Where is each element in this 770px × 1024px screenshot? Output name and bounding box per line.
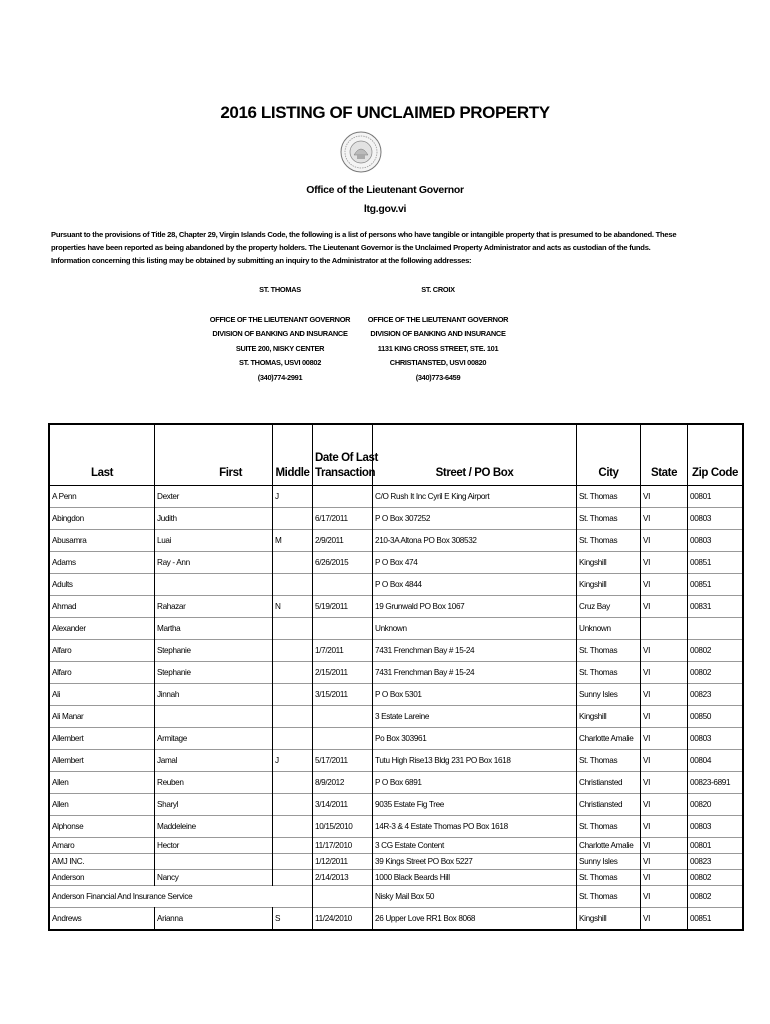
cell-middle [273, 854, 313, 870]
table-row [49, 816, 743, 838]
cell-last: Allembert [49, 728, 155, 750]
cell-state: VI [641, 640, 688, 662]
cell-date: 5/19/2011 [313, 596, 373, 618]
table-row [49, 728, 743, 750]
cell-last: Alfaro [49, 662, 155, 684]
cell-street: 7431 Frenchman Bay # 15-24 [373, 662, 577, 684]
cell-city: Kingshill [577, 552, 641, 574]
cell-middle: N [273, 596, 313, 618]
official-seal-icon [340, 131, 382, 173]
cell-first: Stephanie [155, 640, 273, 662]
cell-state: VI [641, 750, 688, 772]
cell-city: Charlotte Amalie [577, 728, 641, 750]
table-row [49, 870, 743, 886]
cell-first [155, 574, 273, 596]
cell-middle [273, 870, 313, 886]
column-header-date [313, 424, 378, 486]
cell-state: VI [641, 908, 688, 931]
address-st-thomas [195, 283, 365, 385]
cell-city: Christiansted [577, 772, 641, 794]
cell-state: VI [641, 854, 688, 870]
cell-first [155, 706, 273, 728]
cell-street: P O Box 307252 [373, 508, 577, 530]
cell-date: 6/26/2015 [313, 552, 373, 574]
table-row [49, 750, 743, 772]
cell-last: Ahmad [49, 596, 155, 618]
cell-date: 10/15/2010 [313, 816, 373, 838]
cell-first: Hector [155, 838, 273, 854]
cell-first: Dexter [155, 486, 273, 508]
cell-zip: 00803 [688, 508, 744, 530]
cell-city: Kingshill [577, 706, 641, 728]
cell-middle [273, 706, 313, 728]
cell-street: 3 Estate Lareine [373, 706, 577, 728]
cell-zip: 00823-6891 [688, 772, 744, 794]
cell-first: Maddeleine [155, 816, 273, 838]
cell-street: 39 Kings Street PO Box 5227 [373, 854, 577, 870]
cell-middle [273, 618, 313, 640]
cell-first: Jinnah [155, 684, 273, 706]
table-row [49, 854, 743, 870]
cell-last: Andrews [49, 908, 155, 931]
office-website: ltg.gov.vi [363, 203, 407, 215]
cell-date: 11/17/2010 [313, 838, 373, 854]
cell-zip: 00802 [688, 640, 744, 662]
cell-last: Adams [49, 552, 155, 574]
cell-date: 3/15/2011 [313, 684, 373, 706]
cell-middle [273, 886, 313, 908]
cell-city: St. Thomas [577, 530, 641, 552]
table-row [49, 706, 743, 728]
cell-state: VI [641, 574, 688, 596]
cell-state: VI [641, 816, 688, 838]
cell-street: P O Box 5301 [373, 684, 577, 706]
cell-middle [273, 552, 313, 574]
cell-first: Reuben [155, 772, 273, 794]
cell-state: VI [641, 662, 688, 684]
cell-first: Judith [155, 508, 273, 530]
table-row [49, 640, 743, 662]
cell-zip: 00823 [688, 854, 744, 870]
table-row [49, 838, 743, 854]
cell-date: 2/15/2011 [313, 662, 373, 684]
cell-street: C/O Rush It Inc Cyril E King Airport [373, 486, 577, 508]
address-line: OFFICE OF THE LIEUTENANT GOVERNOR [367, 314, 509, 324]
cell-first: Martha [155, 618, 273, 640]
cell-middle [273, 662, 313, 684]
cell-date: 3/14/2011 [313, 794, 373, 816]
cell-date [313, 486, 373, 508]
table-row [49, 596, 743, 618]
cell-state: VI [641, 772, 688, 794]
cell-last: Amaro [49, 838, 155, 854]
table-row [49, 886, 743, 908]
cell-street: P O Box 4844 [373, 574, 577, 596]
address-line: OFFICE OF THE LIEUTENANT GOVERNOR [209, 314, 351, 324]
cell-zip: 00851 [688, 552, 744, 574]
cell-state: VI [641, 838, 688, 854]
cell-first: Armitage [155, 728, 273, 750]
table-row [49, 684, 743, 706]
cell-middle [273, 838, 313, 854]
cell-state: VI [641, 508, 688, 530]
cell-date: 11/24/2010 [313, 908, 373, 931]
column-header-city: City [577, 424, 641, 486]
cell-last: AMJ INC. [49, 854, 155, 870]
cell-state: VI [641, 486, 688, 508]
cell-last: Allembert [49, 750, 155, 772]
cell-city: St. Thomas [577, 640, 641, 662]
cell-last: Alexander [49, 618, 155, 640]
cell-street: 9035 Estate Fig Tree [373, 794, 577, 816]
cell-zip: 00851 [688, 908, 744, 931]
cell-last: Allen [49, 794, 155, 816]
cell-city: St. Thomas [577, 508, 641, 530]
address-line: DIVISION OF BANKING AND INSURANCE [370, 329, 506, 338]
cell-zip: 00820 [688, 794, 744, 816]
cell-state: VI [641, 794, 688, 816]
table-row [49, 794, 743, 816]
column-header-state: State [641, 424, 688, 486]
cell-city: Charlotte Amalie [577, 838, 641, 854]
cell-date [313, 886, 373, 908]
cell-first: Stephanie [155, 662, 273, 684]
cell-date: 6/17/2011 [313, 508, 373, 530]
cell-city: St. Thomas [577, 486, 641, 508]
cell-zip: 00802 [688, 870, 744, 886]
table-row [49, 574, 743, 596]
cell-zip [688, 618, 744, 640]
cell-street: 19 Grunwald PO Box 1067 [373, 596, 577, 618]
cell-state: VI [641, 706, 688, 728]
cell-middle: M [273, 530, 313, 552]
cell-middle [273, 684, 313, 706]
table-row [49, 618, 743, 640]
cell-zip: 00831 [688, 596, 744, 618]
cell-first: Rahazar [155, 596, 273, 618]
table-row [49, 662, 743, 684]
cell-last: Alfaro [49, 640, 155, 662]
cell-date: 8/9/2012 [313, 772, 373, 794]
cell-city: St. Thomas [577, 750, 641, 772]
cell-street: 26 Upper Love RR1 Box 8068 [373, 908, 577, 931]
cell-date: 1/12/2011 [313, 854, 373, 870]
cell-zip: 00801 [688, 486, 744, 508]
cell-first: Nancy [155, 870, 273, 886]
address-phone: (340)774-2991 [257, 372, 303, 382]
intro-paragraph: Pursuant to the provisions of Title 28, Chapter 29, Virgin Islands Code, the following is a list of persons who have tangible or intangible property that is presumed to be abandoned. These properties have been reported as being abandoned by the property holders. The Lieutenant Governor is the Unclaimed Property Administrator and acts as custodian of the funds. Information concerning this listing may be obtained by submitting an inquiry to the Administrator at the following addresses: [51, 230, 677, 265]
cell-zip: 00823 [688, 684, 744, 706]
cell-date [313, 728, 373, 750]
cell-city: Cruz Bay [577, 596, 641, 618]
cell-street: Po Box 303961 [373, 728, 577, 750]
cell-city: Sunny Isles [577, 854, 641, 870]
cell-state: VI [641, 684, 688, 706]
table-row [49, 486, 743, 508]
cell-date: 2/9/2011 [313, 530, 373, 552]
cell-street: P O Box 6891 [373, 772, 577, 794]
cell-street: 3 CG Estate Content [373, 838, 577, 854]
cell-state: VI [641, 886, 688, 908]
cell-state [641, 618, 688, 640]
cell-last: Abingdon [49, 508, 155, 530]
cell-state: VI [641, 530, 688, 552]
table-row [49, 508, 743, 530]
cell-street: 210-3A Altona PO Box 308532 [373, 530, 577, 552]
cell-date [313, 574, 373, 596]
cell-middle [273, 794, 313, 816]
column-header-first: First [155, 424, 273, 486]
cell-first [155, 854, 273, 870]
cell-last: Allen [49, 772, 155, 794]
cell-zip: 00801 [688, 838, 744, 854]
cell-middle [273, 574, 313, 596]
cell-last: Alphonse [49, 816, 155, 838]
cell-middle [273, 728, 313, 750]
address-line: CHRISTIANSTED, USVI 00820 [389, 358, 487, 367]
cell-city: Unknown [577, 618, 641, 640]
cell-last: Adults [49, 574, 155, 596]
office-name: Office of the Lieutenant Governor [306, 184, 464, 196]
cell-zip: 00802 [688, 662, 744, 684]
cell-state: VI [641, 728, 688, 750]
cell-date [313, 618, 373, 640]
address-line: 1131 KING CROSS STREET, STE. 101 [377, 343, 499, 353]
cell-street: 7431 Frenchman Bay # 15-24 [373, 640, 577, 662]
cell-zip: 00850 [688, 706, 744, 728]
column-header-zip: Zip Code [688, 424, 744, 486]
table-row [49, 772, 743, 794]
cell-street: Nisky Mail Box 50 [373, 886, 577, 908]
cell-city: Sunny Isles [577, 684, 641, 706]
cell-first: Sharyl [155, 794, 273, 816]
cell-last: Ali [49, 684, 155, 706]
cell-city: St. Thomas [577, 816, 641, 838]
table-row [49, 908, 743, 931]
cell-middle [273, 640, 313, 662]
column-header-date-line2: Transaction [315, 467, 376, 479]
cell-state: VI [641, 552, 688, 574]
cell-date: 1/7/2011 [313, 640, 373, 662]
cell-date [313, 706, 373, 728]
cell-city: St. Thomas [577, 662, 641, 684]
cell-zip: 00803 [688, 530, 744, 552]
cell-date: 5/17/2011 [313, 750, 373, 772]
cell-city: St. Thomas [577, 870, 641, 886]
cell-last: Anderson [49, 870, 155, 886]
cell-state: VI [641, 870, 688, 886]
column-header-street: Street / PO Box [373, 424, 577, 486]
cell-street: P O Box 474 [373, 552, 577, 574]
unclaimed-property-table [48, 423, 738, 931]
cell-middle: J [273, 750, 313, 772]
cell-middle: S [273, 908, 313, 931]
cell-last: Anderson Financial And Insurance Service [49, 886, 155, 908]
cell-zip: 00802 [688, 886, 744, 908]
address-st-croix [353, 283, 523, 385]
cell-date: 2/14/2013 [313, 870, 373, 886]
column-header-middle: Middle [273, 424, 313, 486]
cell-last: Ali Manar [49, 706, 155, 728]
address-line: DIVISION OF BANKING AND INSURANCE [212, 329, 348, 338]
column-header-last: Last [49, 424, 155, 486]
table-row [49, 530, 743, 552]
document-title: 2016 LISTING OF UNCLAIMED PROPERTY [220, 103, 550, 122]
cell-zip: 00851 [688, 574, 744, 596]
table-row [49, 552, 743, 574]
cell-last: Abusamra [49, 530, 155, 552]
address-line: SUITE 200, NISKY CENTER [235, 343, 325, 353]
cell-zip: 00804 [688, 750, 744, 772]
cell-middle [273, 816, 313, 838]
cell-state: VI [641, 596, 688, 618]
cell-middle [273, 772, 313, 794]
table-header-row [49, 424, 743, 486]
cell-first: Jamal [155, 750, 273, 772]
address-island: ST. THOMAS [259, 285, 301, 294]
cell-first: Arianna [155, 908, 273, 931]
cell-city: Kingshill [577, 908, 641, 931]
address-line: ST. THOMAS, USVI 00802 [238, 358, 322, 367]
column-header-date-line1: Date Of Last [315, 452, 378, 464]
cell-city: Kingshill [577, 574, 641, 596]
cell-first: Ray - Ann [155, 552, 273, 574]
cell-zip: 00803 [688, 816, 744, 838]
cell-street: 1000 Black Beards Hill [373, 870, 577, 886]
cell-city: Christiansted [577, 794, 641, 816]
cell-first: Luai [155, 530, 273, 552]
cell-city: St. Thomas [577, 886, 641, 908]
cell-middle: J [273, 486, 313, 508]
cell-middle [273, 508, 313, 530]
address-island: ST. CROIX [421, 285, 455, 294]
cell-street: Tutu High Rise13 Bldg 231 PO Box 1618 [373, 750, 577, 772]
cell-street: 14R-3 & 4 Estate Thomas PO Box 1618 [373, 816, 577, 838]
cell-zip: 00803 [688, 728, 744, 750]
cell-street: Unknown [373, 618, 577, 640]
address-phone: (340)773-6459 [415, 372, 461, 382]
cell-last: A Penn [49, 486, 155, 508]
